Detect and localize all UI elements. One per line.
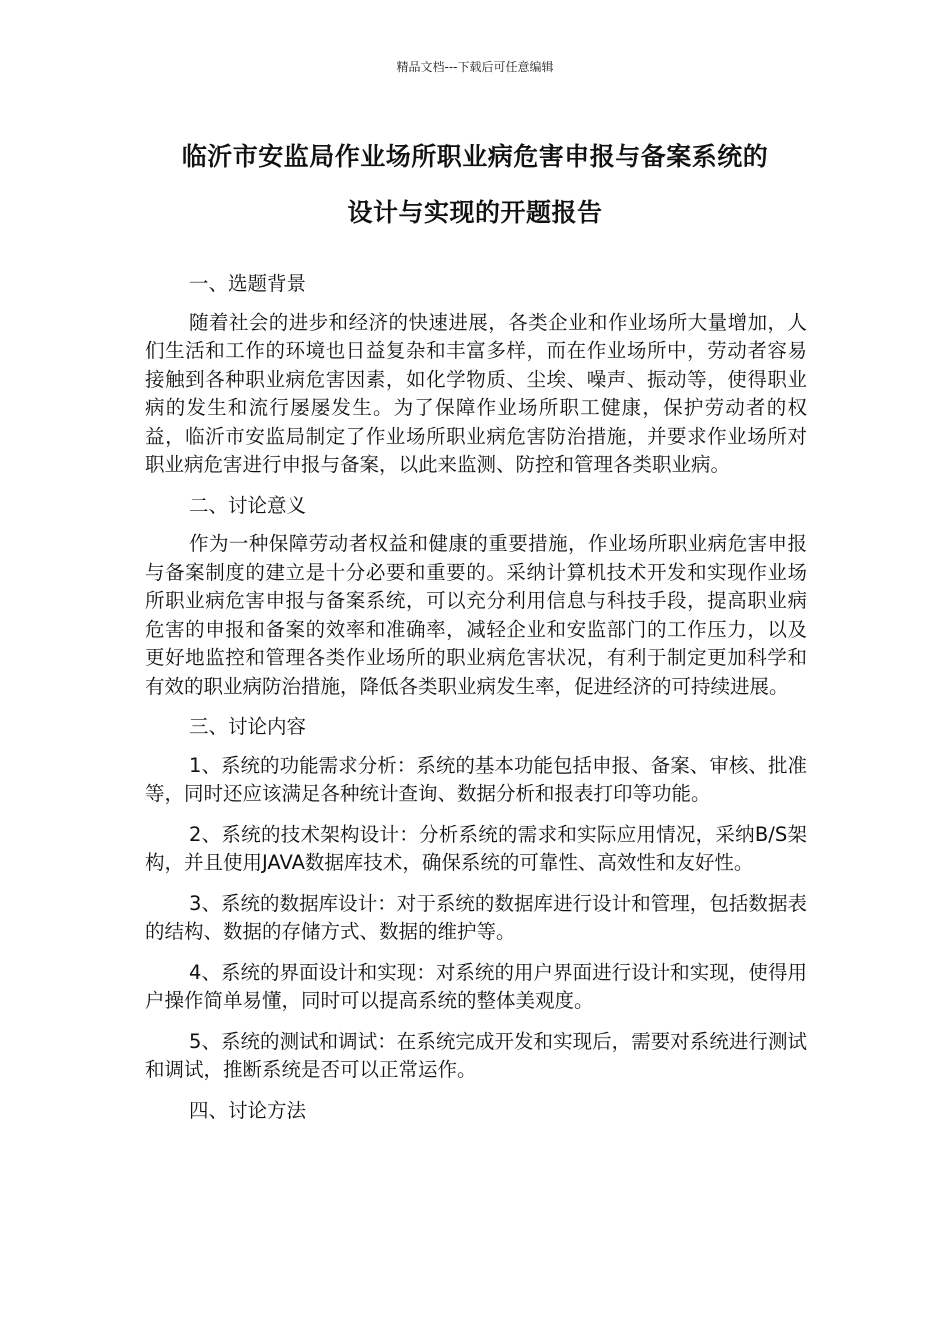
section-heading-background: 一、选题背景 [189,272,307,295]
paragraph-content-item-3: 3、系统的数据库设计：对于系统的数据库进行设计和管理，包括数据表的结构、数据的存储方式、数据的维护等。 [145,891,807,943]
paragraph-content-item-4: 4、系统的界面设计和实现：对系统的用户界面进行设计和实现，使得用户操作简单易懂，同时可以提高系统的整体美观度。 [145,960,807,1012]
paragraph-significance: 作为一种保障劳动者权益和健康的重要措施，作业场所职业病危害申报与备案制度的建立是十分必要和重要的。采纳计算机技术开发和实现作业场所职业病危害申报与备案系统，可以充分利用信息与科技手段，提高职业病危害的申报和备案的效率和准确率，减轻企业和安监部门的工作压力，以及更好地监控和管理各类作业场所的职业病危害状况，有利于制定更加科学和有效的职业病防治措施，降低各类职业病发生率，促进经济的可持续进展。 [145,532,807,698]
document-body [145,270,807,1125]
paragraph-content-item-5: 5、系统的测试和调试：在系统完成开发和实现后，需要对系统进行测试和调试，推断系统是否可以正常运作。 [145,1029,807,1081]
section-heading-methods: 四、讨论方法 [189,1098,307,1122]
page-header-note: 精品文档---下载后可任意编辑 [396,60,554,74]
paragraph-background: 随着社会的进步和经济的快速进展，各类企业和作业场所大量增加，人们生活和工作的环境也日益复杂和丰富多样，而在作业场所中，劳动者容易接触到各种职业病危害因素，如化学物质、尘埃、噪声、振动等，使得职业病的发生和流行屡屡发生。为了保障作业场所职工健康，保护劳动者的权益，临沂市安监局制定了作业场所职业病危害防治措施，并要求作业场所对职业病危害进行申报与备案，以此来监测、防控和管理各类职业病。 [145,310,807,476]
section-heading-significance: 二、讨论意义 [189,493,307,517]
section-heading-content: 三、讨论内容 [189,715,307,738]
paragraph-content-item-2: 2、系统的技术架构设计：分析系统的需求和实际应用情况，采纳B/S架构，并且使用JAVA数据库技术，确保系统的可靠性、高效性和友好性。 [145,822,807,874]
document-title-line-2: 设计与实现的开题报告 [347,198,603,227]
document-title-line-1: 临沂市安监局作业场所职业病危害申报与备案系统的 [181,142,769,171]
paragraph-content-item-1: 1、系统的功能需求分析：系统的基本功能包括申报、备案、审核、批准等，同时还应该满足各种统计查询、数据分析和报表打印等功能。 [145,753,807,805]
